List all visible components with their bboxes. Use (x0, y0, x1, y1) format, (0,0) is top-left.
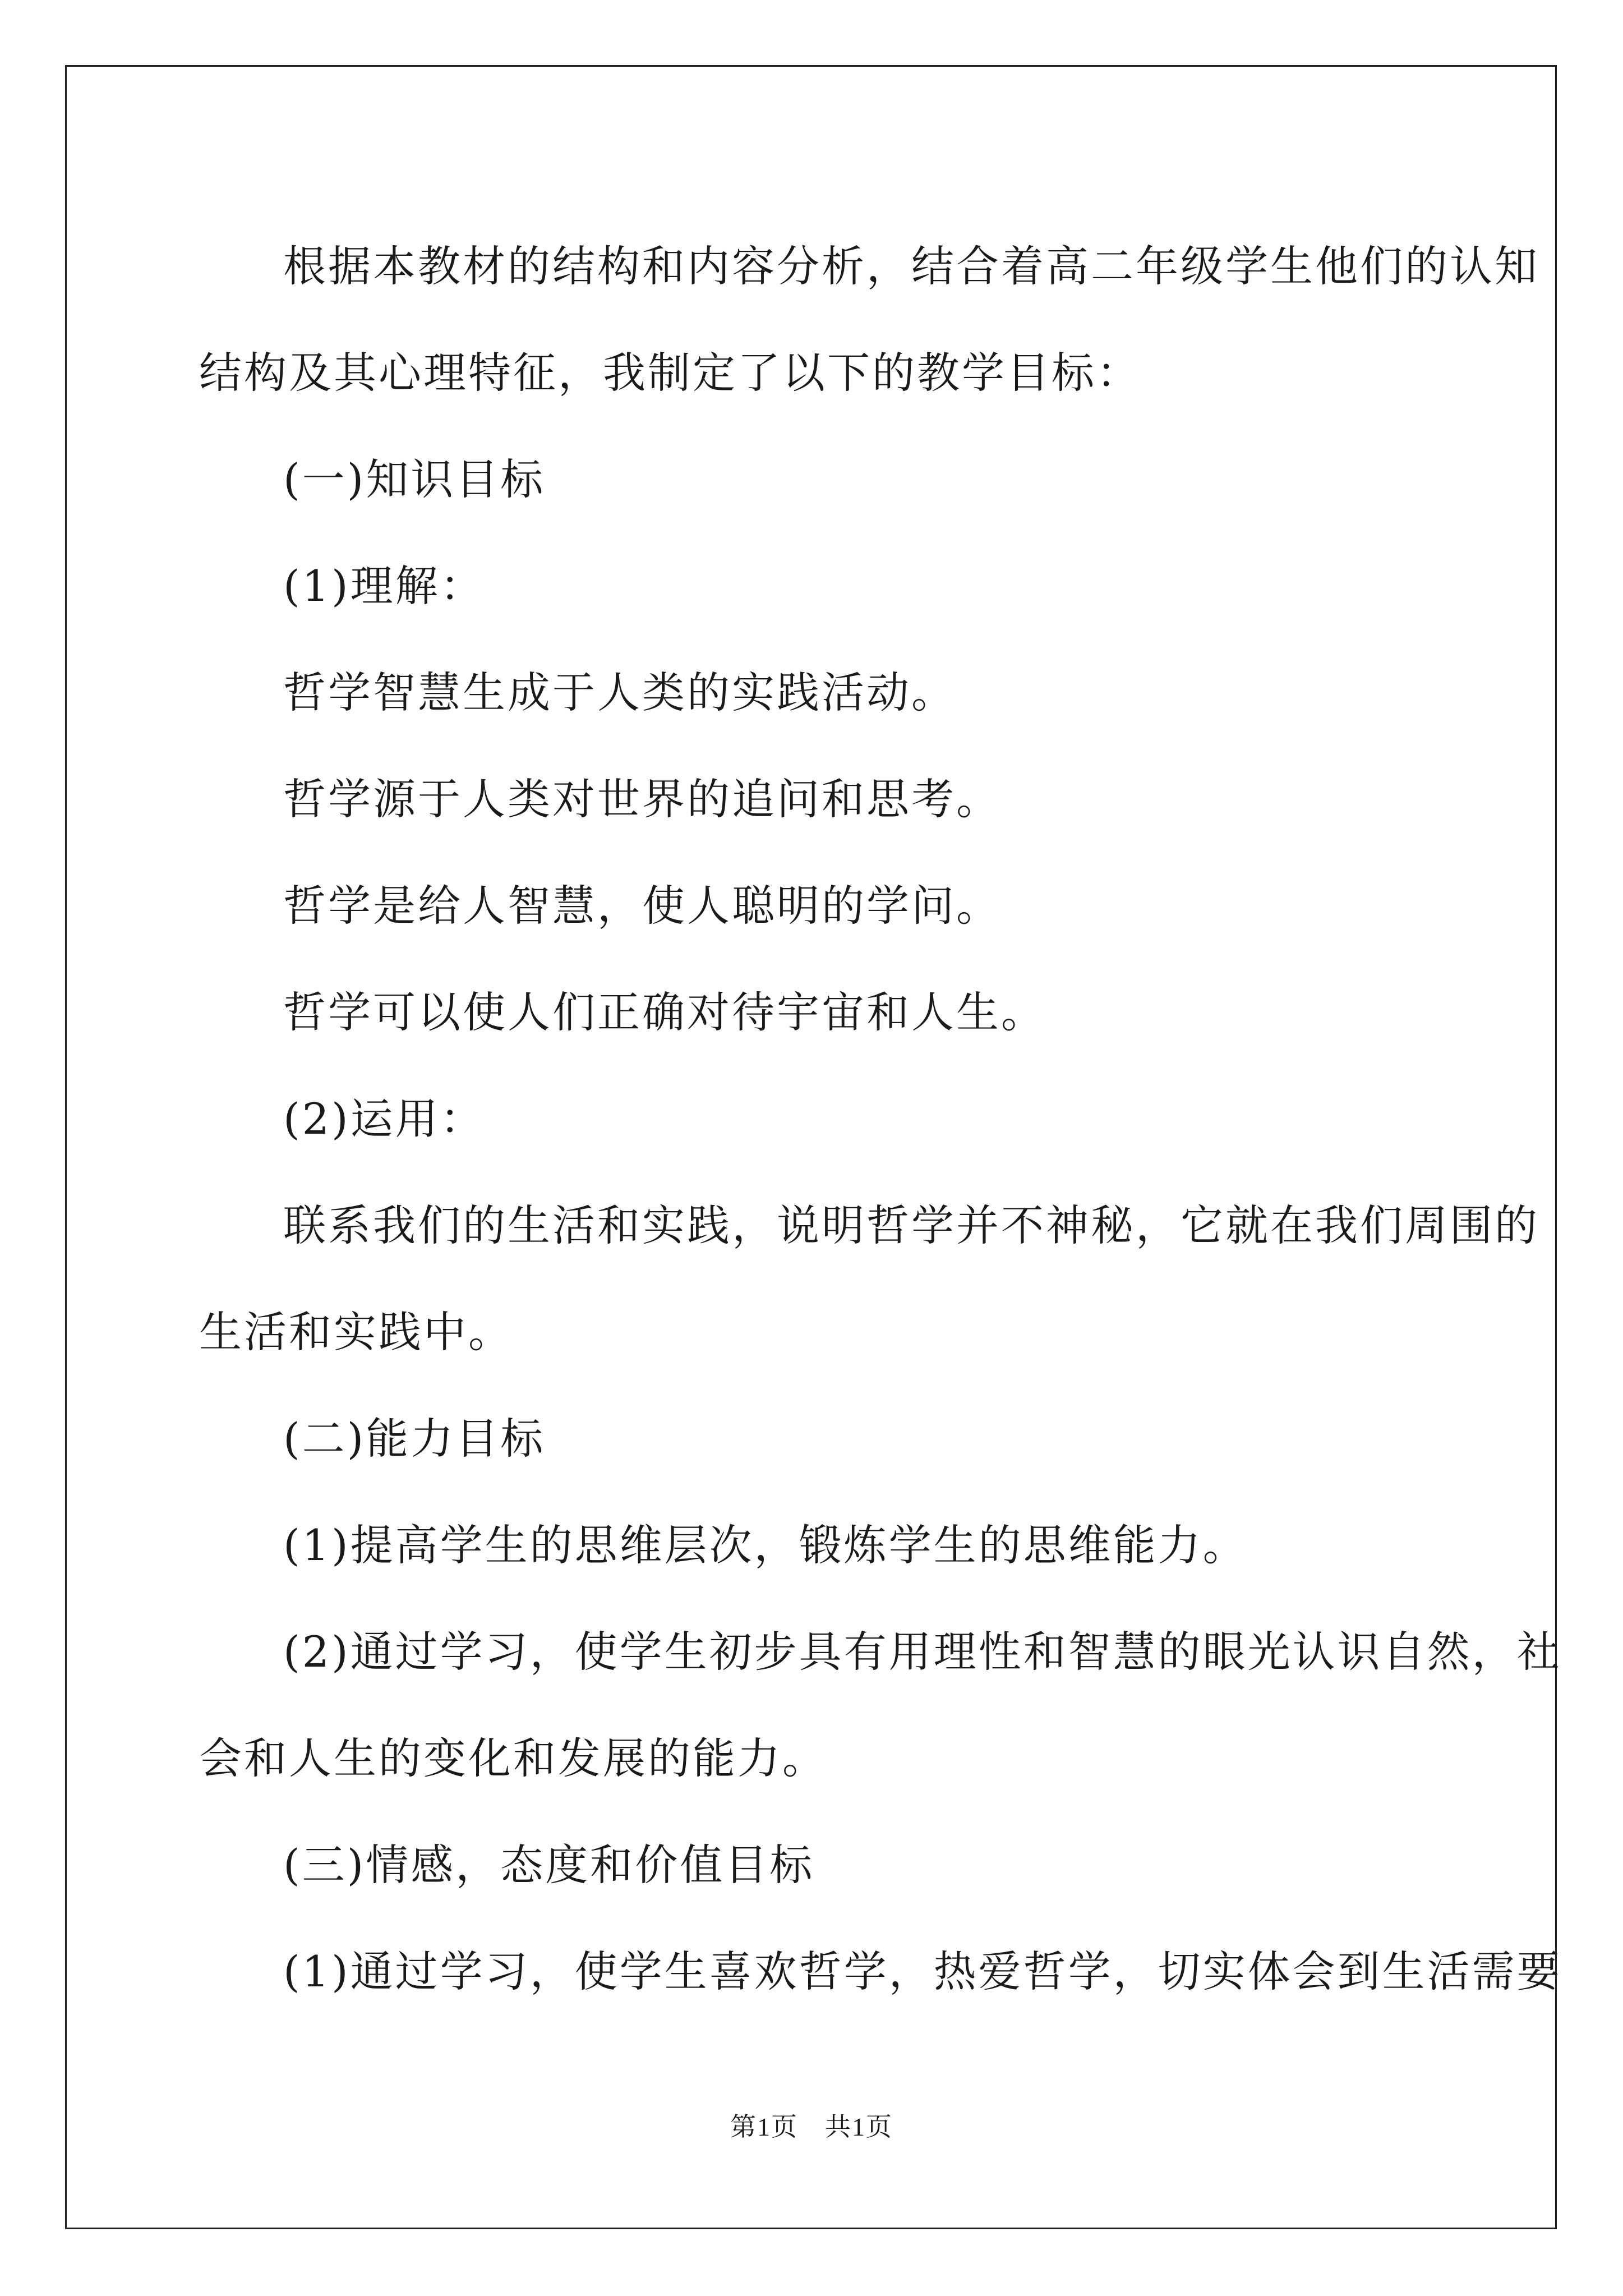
subheading-understand: (1)理解： (283, 561, 485, 611)
paragraph-intro-continued: 结构及其心理特征，我制定了以下的教学目标： (199, 348, 1141, 398)
heading-values-goals: (三)情感，态度和价值目标 (283, 1840, 815, 1890)
subheading-apply: (2)运用： (283, 1094, 485, 1144)
paragraph-apply: 联系我们的生活和实践，说明哲学并不神秘，它就在我们周围的 (283, 1200, 1539, 1250)
list-item: 哲学是给人智慧，使人聪明的学问。 (283, 881, 1001, 931)
list-item: (1)提高学生的思维层次，锻炼学生的思维能力。 (283, 1520, 1248, 1570)
list-item: 哲学源于人类对世界的追问和思考。 (283, 774, 1001, 824)
paragraph-apply-continued: 生活和实践中。 (199, 1307, 513, 1357)
list-item-continued: 会和人生的变化和发展的能力。 (199, 1733, 827, 1783)
heading-ability-goals: (二)能力目标 (283, 1414, 546, 1464)
list-item: (2)通过学习，使学生初步具有用理性和智慧的眼光认识自然，社 (283, 1627, 1562, 1677)
page-number-footer: 第1页 共1页 (730, 2113, 893, 2141)
document-body (199, 213, 1562, 2025)
list-item: 哲学智慧生成于人类的实践活动。 (283, 668, 956, 717)
paragraph-intro: 根据本教材的结构和内容分析，结合着高二年级学生他们的认知 (283, 241, 1539, 291)
list-item: (1)通过学习，使学生喜欢哲学，热爱哲学，切实体会到生活需要 (283, 1947, 1562, 1996)
heading-knowledge-goals: (一)知识目标 (283, 454, 546, 504)
list-item: 哲学可以使人们正确对待宇宙和人生。 (283, 987, 1046, 1037)
